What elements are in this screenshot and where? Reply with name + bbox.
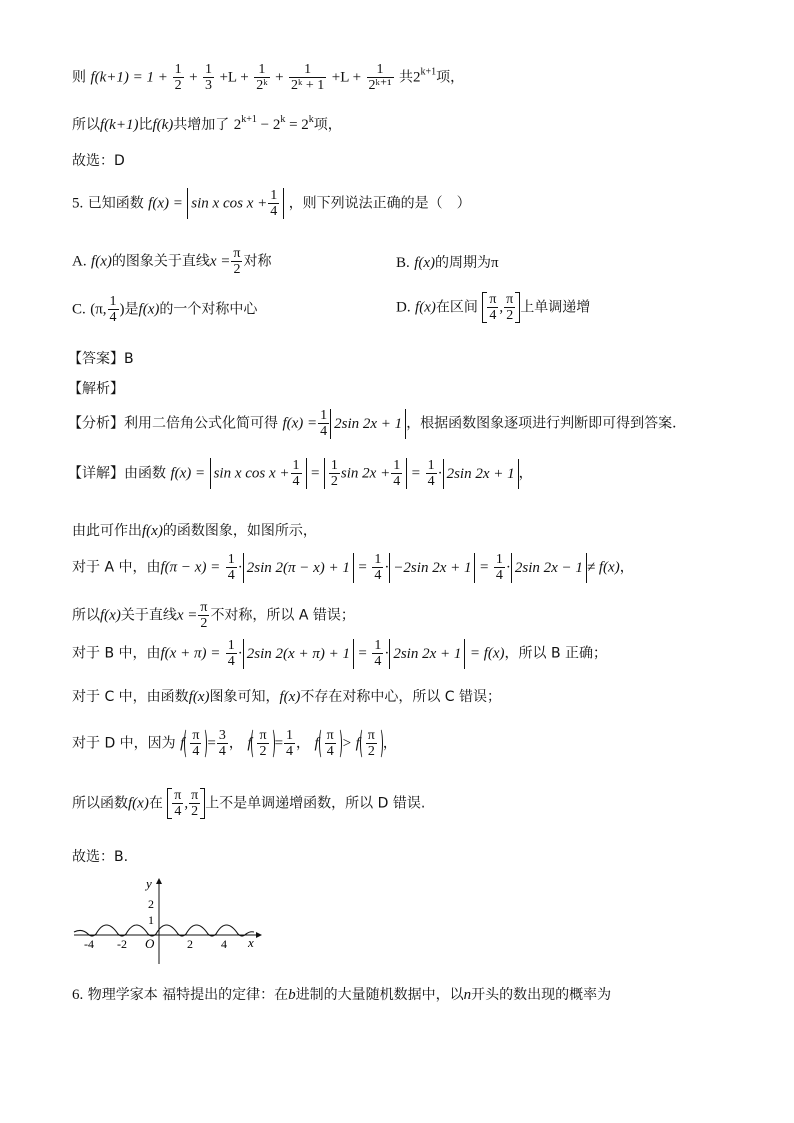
text: 对称	[243, 253, 272, 270]
text: ，根据函数图象逐项进行判断即可得到答案．	[406, 415, 687, 432]
absolute-value: −2sin 2x + 1	[389, 553, 475, 583]
math: 2	[412, 69, 421, 86]
math: (π,	[90, 301, 107, 318]
option-label: B.	[396, 255, 410, 271]
text: 已知函数	[87, 195, 144, 212]
absolute-value: 2sin 2x + 1	[389, 639, 465, 669]
text: 对于 D 中，因为	[72, 735, 176, 752]
math: +	[189, 69, 198, 86]
y-axis-label: y	[146, 876, 152, 891]
parenthesis: $\frac{\pi}{4}$	[319, 728, 342, 759]
superscript: k	[280, 114, 286, 125]
fraction: $\frac{1}{4}$	[374, 552, 382, 583]
math: f	[247, 735, 252, 752]
text: ，	[296, 735, 311, 752]
math: +L +	[331, 69, 362, 86]
analysis-b	[72, 638, 607, 669]
math: f(x) =	[170, 465, 206, 482]
text: ，	[228, 735, 243, 752]
analysis-a	[72, 552, 634, 583]
fraction: $\frac{1}{4}$	[427, 458, 435, 489]
math: − 2	[256, 117, 281, 133]
text: 不对称，所以 A 错误；	[210, 607, 355, 624]
math: f(x)	[414, 255, 436, 271]
math: x =	[176, 607, 198, 624]
text: 关于直线	[120, 607, 177, 624]
math: f(x)	[128, 795, 149, 812]
option-b	[396, 252, 499, 272]
fraction: $\frac{3}{4}$	[218, 728, 226, 759]
analysis-d-conclusion	[72, 788, 425, 819]
y-tick-label: 1	[148, 913, 154, 927]
question-number: 6.	[72, 987, 84, 1003]
fraction: $\frac{1}{4}$	[227, 552, 235, 583]
fraction: $\frac{1}{2}$	[174, 62, 182, 93]
parenthesis: $\frac{\pi}{2}$	[360, 728, 383, 759]
text: 物理学家本 福特提出的定律：在	[87, 987, 289, 1003]
answer-tag: 【答案】B	[68, 351, 134, 367]
analysis-a-conclusion	[72, 600, 355, 631]
math: ·	[237, 559, 243, 576]
math: x =	[209, 253, 231, 270]
math: f(x)	[138, 301, 160, 318]
math: f(k)	[152, 117, 174, 133]
math: f(x)	[91, 253, 112, 270]
text: 上不是单调递增函数，所以 D 错误.	[205, 795, 426, 812]
superscript: k	[308, 114, 314, 125]
fraction: $\frac{1}{\text{2ᵏ + 1}}$	[291, 62, 325, 93]
fraction: $\frac{1}{\text{2ᵏ⁺¹}}$	[368, 62, 392, 93]
analysis-d	[72, 728, 397, 759]
text: 共增加了	[173, 117, 230, 133]
option-d	[396, 292, 590, 323]
text: ，所以 B 正确；	[504, 645, 608, 662]
question-6	[72, 984, 611, 1004]
math: +	[275, 69, 284, 86]
math: ·	[437, 465, 443, 482]
math: = f(x)	[469, 645, 505, 662]
text: 共	[398, 69, 413, 86]
text: 项，	[313, 117, 342, 133]
y-axis-arrow	[156, 878, 162, 884]
fraction: $\frac{\pi}{2}$	[200, 600, 208, 631]
function-curve	[74, 925, 254, 936]
parenthesis: $\frac{\pi}{2}$	[251, 728, 274, 759]
math: f(x)	[279, 689, 301, 705]
math: f(x)	[142, 523, 163, 539]
text: 上单调递增	[520, 299, 591, 316]
text: ，	[518, 465, 533, 482]
text: ，	[382, 735, 397, 752]
math: =	[274, 735, 284, 752]
text: 所以	[72, 607, 100, 624]
function-graph	[70, 876, 270, 966]
math: 2	[233, 117, 242, 133]
math: f(k+1)	[100, 117, 139, 133]
absolute-value: 2sin 2(π − x) + 1	[243, 553, 354, 583]
math: ≠ f(x)	[586, 559, 620, 576]
origin-label: O	[145, 936, 155, 951]
parenthesis: $\frac{\pi}{4}$	[184, 728, 207, 759]
math: =	[310, 465, 320, 482]
text: 在区间	[435, 299, 478, 316]
math: f(x) =	[148, 195, 183, 212]
math: f	[314, 735, 319, 752]
absolute-value: sin x cos x + $\frac{1}{4}$	[210, 458, 307, 489]
final-choice: 故选：B.	[72, 849, 129, 865]
x-tick-label: 4	[221, 937, 227, 951]
text: 则	[72, 69, 86, 86]
superscript: k+1	[420, 66, 437, 78]
absolute-value: $\frac{1}{2}$ sin 2x + $\frac{1}{4}$	[324, 458, 407, 489]
text: 【详解】由函数	[68, 465, 166, 482]
math: f(π − x) =	[160, 559, 221, 576]
math: =	[207, 735, 216, 752]
math: b	[288, 987, 296, 1003]
graph-intro	[72, 520, 317, 540]
math: n	[463, 987, 472, 1003]
text: 的图象关于直线	[111, 253, 210, 270]
absolute-value: sin x cos x + $\frac{1}{4}$	[187, 188, 284, 219]
math: f(k+1) = 1 +	[90, 69, 172, 86]
math: =	[479, 559, 489, 576]
math: f(x)	[100, 607, 121, 624]
x-tick-label: -4	[84, 937, 94, 951]
interval-bracket: $\frac{\pi}{4}$ , $\frac{\pi}{2}$	[167, 788, 205, 819]
absolute-value: 2sin 2(x + π) + 1	[243, 639, 354, 669]
text: 的周期为	[435, 255, 492, 271]
math: > f	[341, 735, 360, 752]
text: 所以	[72, 117, 100, 133]
math: +L +	[219, 69, 249, 86]
text: 开头的数出现的概率为	[471, 987, 612, 1003]
text: 进制的大量随机数据中，以	[295, 987, 464, 1003]
math: ·	[384, 559, 390, 576]
fraction: $\frac{\pi}{2}$	[233, 246, 241, 277]
question-number: 5.	[72, 195, 84, 212]
question-5	[72, 188, 471, 219]
y-tick-label: 2	[148, 897, 154, 911]
text: 项，	[436, 69, 465, 86]
detailed-solution	[68, 458, 533, 489]
analysis-c	[72, 686, 501, 706]
fraction: $\frac{1}{4}$	[374, 638, 382, 669]
option-label: A.	[72, 253, 87, 270]
math: ·	[237, 645, 243, 662]
fraction: $\frac{1}{4}$	[320, 408, 328, 439]
superscript: k+1	[241, 114, 257, 125]
text: 的函数图象，如图所示，	[162, 523, 317, 539]
text: 在	[148, 795, 163, 812]
absolute-value: 2sin 2x − 1	[511, 553, 587, 583]
fraction: $\frac{1}{4}$	[286, 728, 294, 759]
text: 图象可知，	[209, 689, 280, 705]
x-tick-label: -2	[117, 937, 127, 951]
option-label: C.	[72, 301, 86, 318]
analysis-tag: 【解析】	[68, 381, 124, 397]
text: 比	[138, 117, 153, 133]
math: ·	[384, 645, 390, 662]
text: ，则下列说法正确的是（ ）	[288, 195, 471, 212]
math: f(x)	[188, 689, 210, 705]
math: f(x + π) =	[160, 645, 221, 662]
text: 不存在对称中心，所以 C 错误；	[300, 689, 502, 705]
math: =	[358, 559, 367, 576]
text: 的一个对称中心	[159, 301, 258, 318]
text: 由此可作出	[72, 523, 142, 539]
text: 所以函数	[72, 795, 128, 812]
math: ·	[505, 559, 511, 576]
line-fk1-sum	[72, 62, 464, 93]
fraction: $\frac{1}{3}$	[205, 62, 213, 93]
math: π	[491, 255, 499, 271]
option-a	[72, 246, 271, 277]
text: 【分析】利用二倍角公式化简可得	[68, 415, 278, 432]
text: 对于 A 中，由	[72, 559, 161, 576]
x-axis-label: x	[248, 935, 254, 950]
math: )	[119, 301, 125, 318]
math: f	[180, 735, 185, 752]
absolute-value: 2sin 2x + 1	[330, 409, 406, 439]
fraction: $\frac{1}{4}$	[495, 552, 503, 583]
math: =	[411, 465, 421, 482]
interval-bracket: $\frac{\pi}{4}$ , $\frac{\pi}{2}$	[482, 292, 520, 323]
x-axis-arrow	[256, 932, 262, 938]
math: = 2	[285, 117, 309, 133]
math: =	[358, 645, 367, 662]
text: 是	[124, 301, 139, 318]
analysis-summary	[68, 408, 686, 439]
x-tick-label: 2	[187, 937, 193, 951]
fraction: $\frac{1}{4}$	[109, 294, 117, 325]
text: ，	[619, 559, 634, 576]
text: 对于 B 中，由	[72, 645, 161, 662]
line-increase	[72, 114, 342, 134]
option-label: D.	[396, 299, 411, 316]
math: f(x) =	[282, 415, 318, 432]
fraction: $\frac{1}{4}$	[227, 638, 235, 669]
text: 对于 C 中，由函数	[72, 689, 189, 705]
math: f(x)	[415, 299, 436, 316]
fraction: $\frac{1}{\text{2ᵏ}}$	[256, 62, 268, 93]
option-c	[72, 294, 257, 325]
answer-choice-d: 故选：D	[72, 153, 125, 169]
absolute-value: 2sin 2x + 1	[443, 459, 519, 489]
